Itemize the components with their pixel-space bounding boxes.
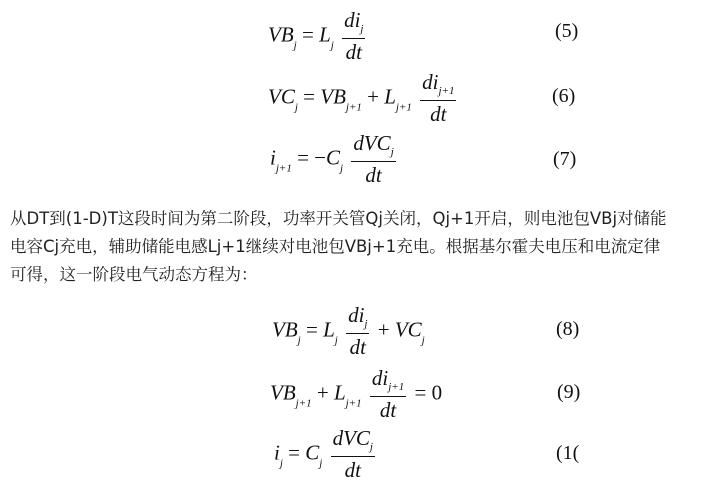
- equation-5: $VB_j = L_j$ $\frac{di_j}{dt}$: [268, 8, 364, 64]
- equation-number-5: (5): [555, 20, 579, 42]
- equation-10: $i_j = C_j$ $\frac{dVC_j}{dt}$: [274, 426, 373, 482]
- paragraph-line-1: 从DT到(1-D)T这段时间为第二阶段，功率开关管Qj关闭，Qj+1开启，则电池包VBj对储能: [10, 209, 667, 228]
- equation-8: $VB_j = L_j$ $\frac{di_j}{dt}$ + $VC_j$: [272, 303, 425, 359]
- equation-number-6: (6): [552, 85, 576, 107]
- body-paragraph: [10, 205, 710, 289]
- equation-number-7: (7): [553, 148, 577, 170]
- paragraph-line-3: 可得，这一阶段电气动态方程为：: [10, 265, 258, 284]
- equation-6: $VC_j = VB_{j+1} + L_{j+1}$ $\frac{di_{j+1}}{dt}$: [268, 70, 455, 126]
- equation-number-8: (8): [556, 318, 580, 340]
- equation-number-10: (1(: [556, 442, 580, 464]
- equation-7: $i_{j+1} = -C_j$ $\frac{dVC_j}{dt}$: [270, 131, 394, 187]
- equation-9: $VB_{j+1} + L_{j+1}$ $\frac{di_{j+1}}{dt}$ = 0: [270, 366, 443, 422]
- equation-number-9: (9): [557, 381, 581, 403]
- watermark-overlay: [592, 459, 712, 487]
- paragraph-line-2: 电容Cj充电，辅助储能电感Lj+1继续对电池包VBj+1充电。根据基尔霍夫电压和电流定律: [10, 237, 661, 256]
